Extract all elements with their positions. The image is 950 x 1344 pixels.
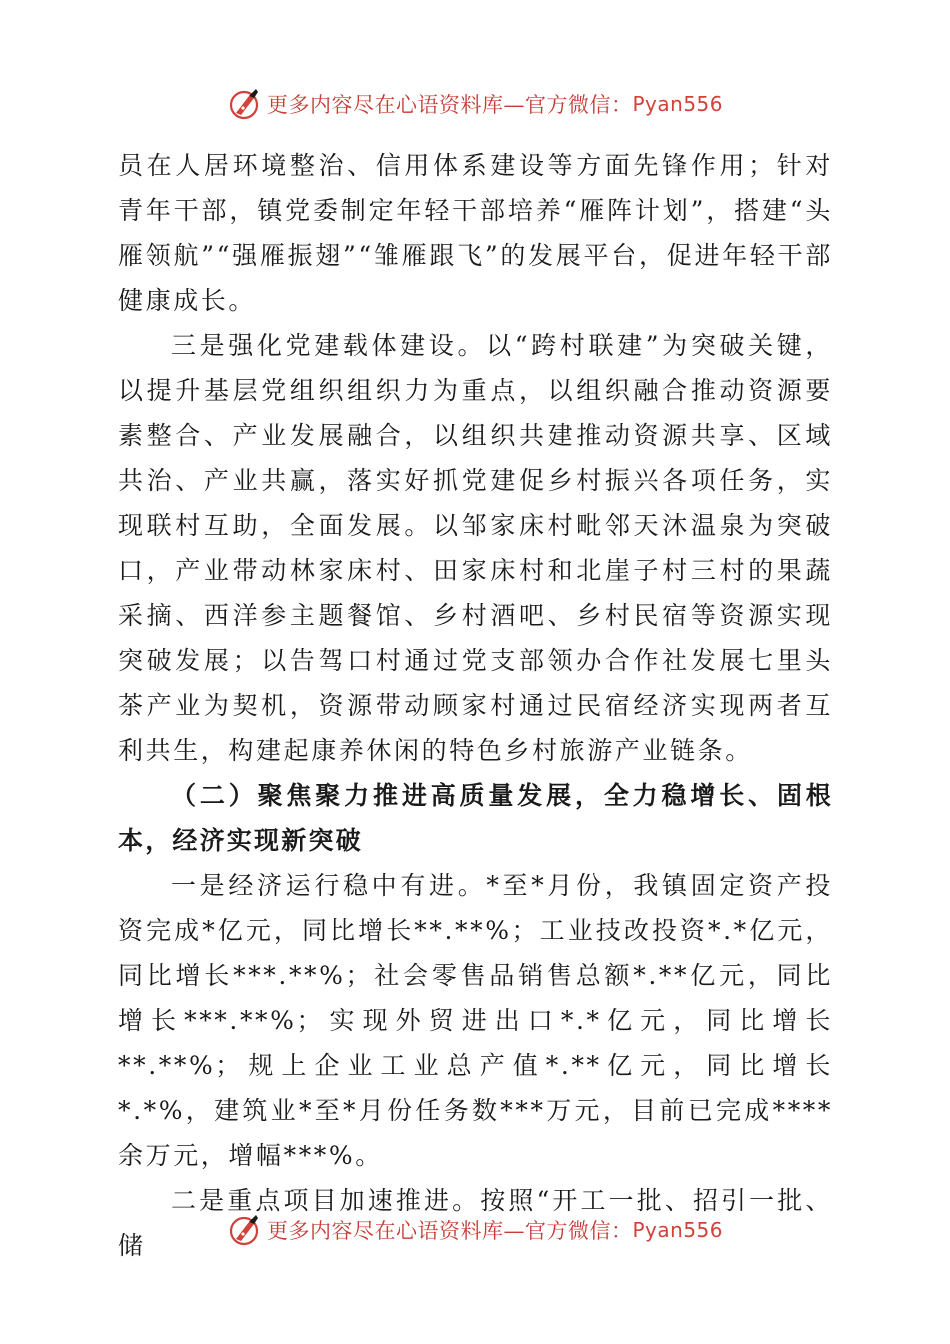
pen-nib-logo-icon: [227, 86, 263, 122]
paragraph-economy: 一是经济运行稳中有进。*至*月份，我镇固定资产投资完成*亿元，同比增长**.**%；工业技改投资*.*亿元，同比增长***.**%；社会零售品销售总额*.**亿元，同比增长***.**%；实现外贸进出口*.*亿元，同比增长**.**%；规上企业工业总产值*.**亿元，同比增长*.*%，建筑业*至*月份任务数***万元，目前已完成****余万元，增幅***%。: [118, 871, 833, 1170]
section-heading: （二）聚焦聚力推进高质量发展，全力稳增长、固根本，经济实现新突破: [118, 781, 833, 855]
watermark-wechat-id: Pyan556: [632, 1218, 723, 1242]
paragraph-continued: 员在人居环境整治、信用体系建设等方面先锋作用；针对青年干部，镇党委制定年轻干部培养“雁阵计划”，搭建“头雁领航”“强雁振翅”“雏雁跟飞”的发展平台，促进年轻干部健康成长。: [118, 151, 833, 315]
document-body: [118, 143, 833, 1268]
watermark-banner-bottom: [0, 1210, 950, 1250]
watermark-text: 更多内容尽在心语资料库—官方微信：: [266, 93, 633, 117]
paragraph-party-building: 三是强化党建载体建设。以“跨村联建”为突破关键，以提升基层党组织组织力为重点，以组织融合推动资源要素整合、产业发展融合，以组织共建推动资源共享、区域共治、产业共赢，落实好抓党建促乡村振兴各项任务，实现联村互助，全面发展。以邹家床村毗邻天沐温泉为突破口，产业带动林家床村、田家床村和北崖子村三村的果蔬采摘、西洋参主题餐馆、乡村酒吧、乡村民宿等资源实现突破发展；以告驾口村通过党支部领办合作社发展七里头茶产业为契机，资源带动顾家村通过民宿经济实现两者互利共生，构建起康养休闲的特色乡村旅游产业链条。: [118, 331, 833, 765]
watermark-wechat-id: Pyan556: [632, 92, 723, 116]
watermark-text: 更多内容尽在心语资料库—官方微信：: [266, 1219, 633, 1243]
watermark-banner-top: [0, 84, 950, 124]
pen-nib-logo-icon: [227, 1212, 263, 1248]
paragraph-key-projects: 二是重点项目加速推进。按照“开工一批、招引一批、储: [118, 1186, 833, 1260]
